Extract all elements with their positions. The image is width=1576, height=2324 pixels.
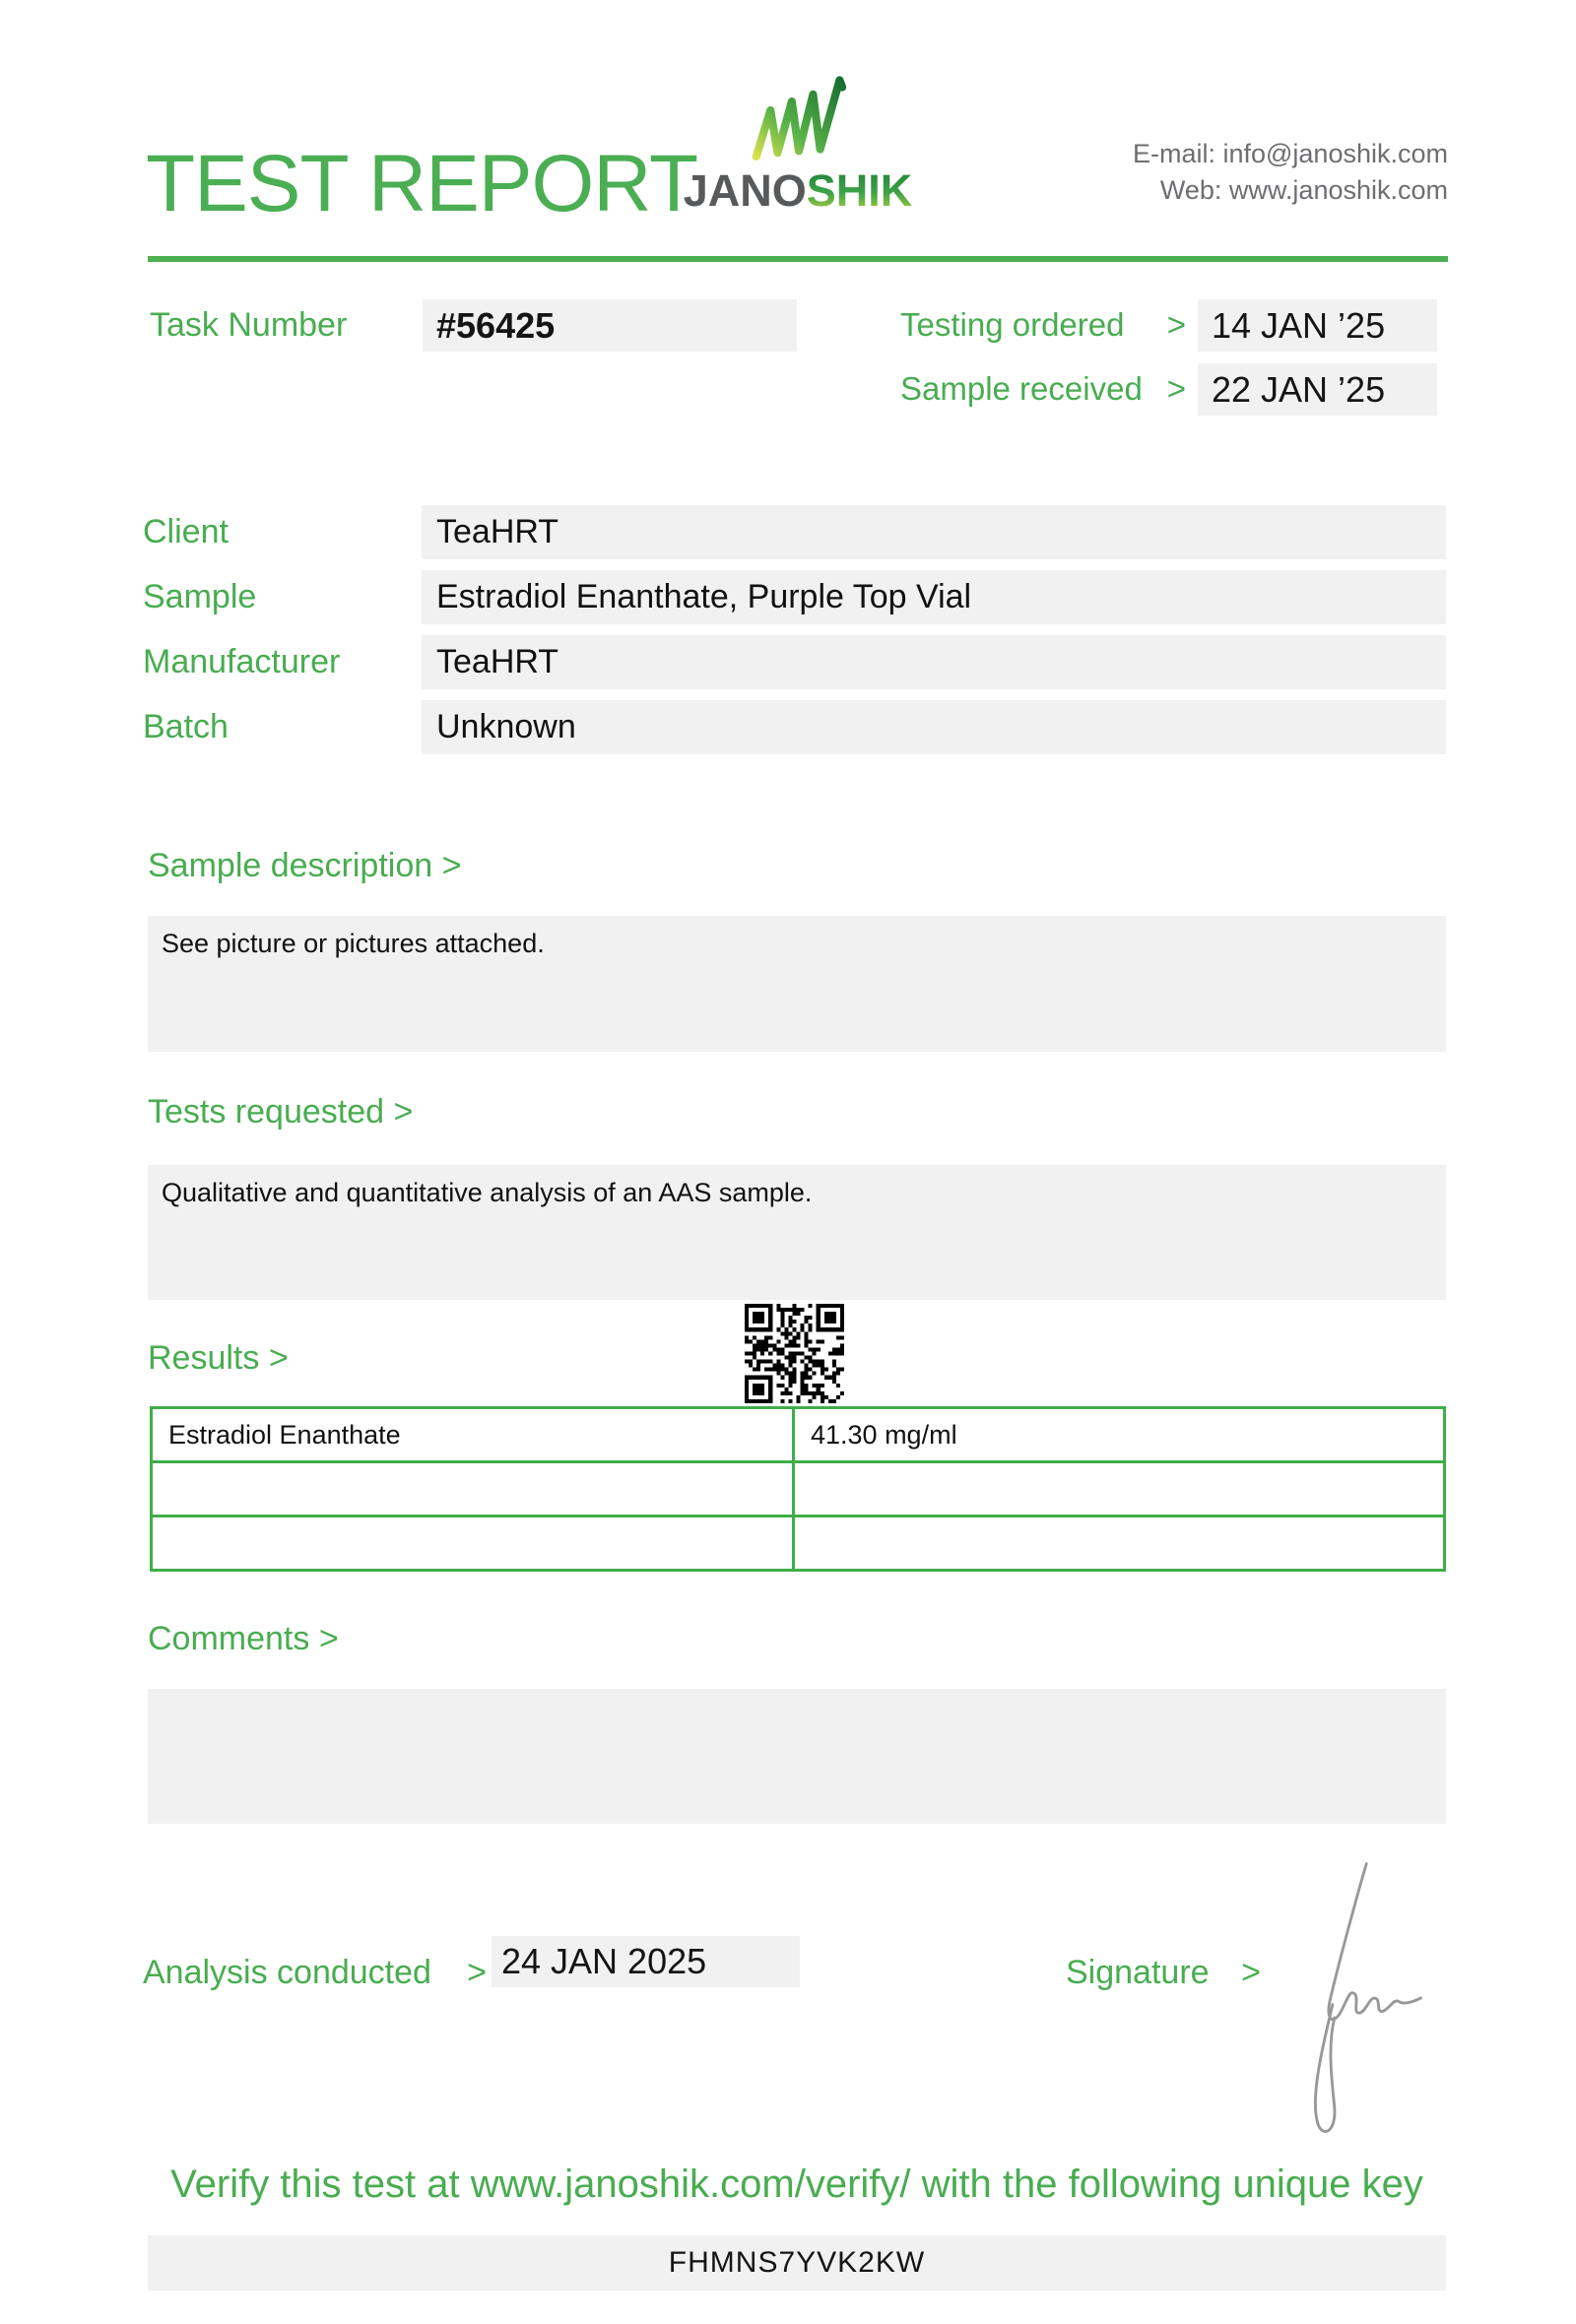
info-row-manufacturer — [143, 635, 1446, 689]
task-number-value: #56425 — [423, 299, 797, 352]
sample-received-row — [900, 370, 1186, 408]
info-row-batch — [143, 700, 1446, 754]
result-analyte-cell — [153, 1517, 795, 1569]
task-number-label: Task Number — [150, 306, 348, 344]
sample-label: Sample — [143, 578, 257, 615]
sample-description-box: See picture or pictures attached. — [148, 916, 1446, 1052]
logo-shik: SHIK — [806, 165, 913, 216]
table-row — [153, 1515, 1443, 1569]
result-value-cell — [795, 1517, 1443, 1569]
info-row-sample — [143, 570, 1446, 624]
header-divider — [148, 256, 1448, 262]
sample-description-heading: Sample description > — [148, 847, 462, 884]
sample-received-value: 22 JAN ’25 — [1198, 363, 1437, 416]
result-analyte-cell — [153, 1463, 795, 1515]
client-label: Client — [143, 513, 229, 550]
results-table — [150, 1406, 1446, 1572]
chevron-right-icon: > — [1166, 370, 1186, 407]
signature-row — [1066, 1954, 1261, 1992]
qr-code — [745, 1304, 844, 1403]
info-row-client — [143, 505, 1446, 559]
tests-requested-heading: Tests requested > — [148, 1093, 414, 1130]
page-title: TEST REPORT — [146, 139, 698, 228]
chevron-right-icon: > — [467, 1954, 487, 1991]
verify-instruction: Verify this test at www.janoshik.com/verify/ with the following unique key — [170, 2163, 1423, 2206]
result-value-cell — [795, 1463, 1443, 1515]
chevron-right-icon: > — [1241, 1954, 1261, 1991]
manufacturer-value: TeaHRT — [422, 635, 1446, 689]
chevron-right-icon: > — [1166, 306, 1186, 343]
logo-wordmark — [683, 165, 913, 217]
batch-label: Batch — [143, 708, 229, 745]
client-value: TeaHRT — [422, 505, 1446, 559]
unique-key-value: FHMNS7YVK2KW — [148, 2235, 1446, 2291]
web-line: Web: www.janoshik.com — [1159, 175, 1448, 205]
logo-jano: JANO — [683, 165, 807, 216]
result-analyte-cell: Estradiol Enanthate — [153, 1409, 795, 1460]
handwritten-signature — [1271, 1851, 1430, 2143]
testing-ordered-value: 14 JAN ’25 — [1198, 299, 1437, 352]
email-line: E-mail: info@janoshik.com — [1132, 139, 1448, 168]
sample-info-list — [143, 505, 1446, 765]
signature-label: Signature — [1066, 1954, 1210, 1991]
manufacturer-label: Manufacturer — [143, 643, 341, 680]
testing-ordered-label: Testing ordered — [900, 306, 1125, 343]
sample-received-label: Sample received — [900, 370, 1143, 407]
batch-value: Unknown — [422, 700, 1446, 754]
table-row — [153, 1409, 1443, 1460]
results-heading: Results > — [148, 1339, 289, 1377]
comments-heading: Comments > — [148, 1620, 339, 1657]
growth-chart-icon — [749, 75, 849, 163]
contact-block — [1133, 136, 1448, 209]
comments-box — [148, 1689, 1446, 1824]
tests-requested-box: Qualitative and quantitative analysis of an AAS sample. — [148, 1165, 1446, 1300]
table-row — [153, 1460, 1443, 1515]
analysis-date-value: 24 JAN 2025 — [492, 1936, 800, 1987]
sample-value: Estradiol Enanthate, Purple Top Vial — [422, 570, 1446, 624]
testing-ordered-row — [900, 306, 1186, 344]
result-value-cell: 41.30 mg/ml — [811, 1420, 957, 1450]
analysis-conducted-row — [143, 1954, 487, 1992]
analysis-conducted-label: Analysis conducted — [143, 1954, 431, 1991]
